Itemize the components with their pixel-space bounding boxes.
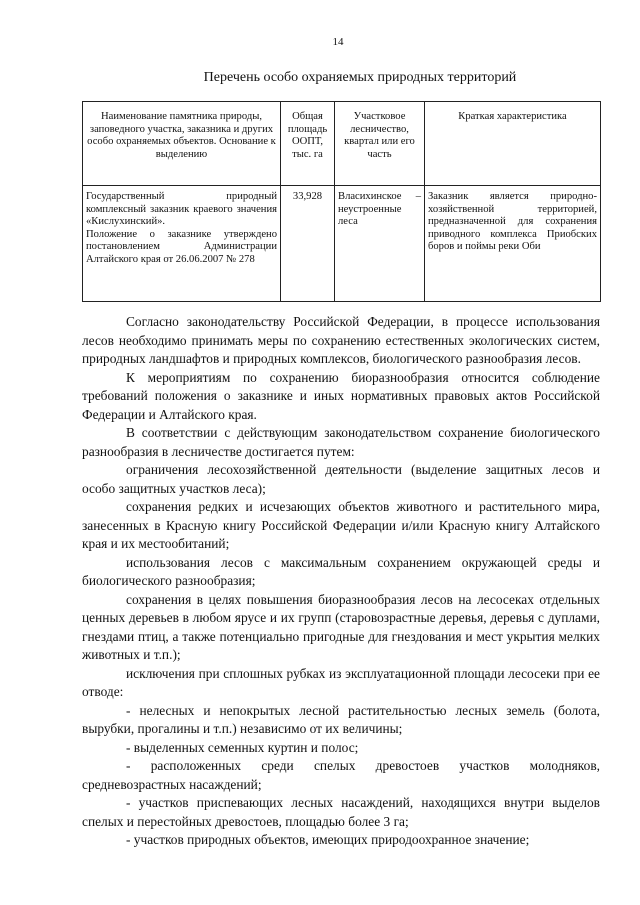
list-item: - выделенных семенных куртин и полос; (126, 739, 359, 755)
reserve-basis: Положение о заказнике утверждено постановлением Администрации Алтайского края от 26.06.2007 № 278 (86, 228, 277, 265)
list-item: - нелесных и непокрытых лесной растительностью лесных земель (болота, вырубки, прогалины и т.п.) независимо от их величины; (82, 702, 600, 736)
paragraph: исключения при сплошных рубках из эксплуатационной площади лесосеки при ее отводе: (82, 665, 600, 699)
paragraph: В соответствии с действующим законодательством сохранение биологического разнообразия в лесничестве достигается путем: (82, 425, 600, 459)
page-number: 14 (332, 36, 344, 48)
header-forestry: Участковое лесничество, квартал или его часть (335, 102, 425, 186)
page-title: Перечень особо охраняемых природных территорий (203, 70, 517, 85)
table-header-row (83, 102, 601, 186)
paragraph: сохранения в целях повышения биоразнообразия лесов на лесосеках отдельных ценных деревьев в любом ярусе и их групп (старовозрастные деревья, деревья с дуплами, гнездами птиц, а также потенциально пригодные для гнездования и мест укрытия мелких животных и т.п.); (82, 591, 600, 662)
paragraph: Согласно законодательству Российской Федерации, в процессе использования лесов необходимо принимать меры по сохранению естественных экологических систем, природных ландшафтов и природных комплексов, биологического разнообразия лесов. (82, 314, 600, 366)
protected-areas-table (82, 101, 601, 302)
header-area: Общая площадь ООПТ, тыс. га (281, 102, 335, 186)
body-text (82, 313, 600, 850)
cell-area: 33,928 (281, 186, 335, 302)
list-item: - расположенных среди спелых древостоев участков молодняков, средневозрастных насаждений; (82, 758, 600, 792)
cell-name (83, 186, 281, 302)
cell-description: Заказник является природно-хозяйственной территорией, предназначенной для сохранения приводного комплекса Приобских боров и поймы реки Оби (425, 186, 601, 302)
table-row (83, 186, 601, 302)
reserve-name: Государственный природный комплексный заказник краевого значения «Кислухинский». (86, 191, 277, 228)
cell-forestry: Власихинское – неустроенные леса (335, 186, 425, 302)
header-name: Наименование памятника природы, заповедного участка, заказника и других особо охраняемых объектов. Основание к выделению (83, 102, 281, 186)
header-description: Краткая характеристика (425, 102, 601, 186)
paragraph: ограничения лесохозяйственной деятельности (выделение защитных лесов и особо защитных участков леса); (82, 462, 600, 496)
paragraph: К мероприятиям по сохранению биоразнообразия относится соблюдение требований положения о заказнике и иных нормативных правовых актов Российской Федерации и Алтайского края. (82, 369, 600, 422)
paragraph: использования лесов с максимальным сохранением окружающей среды и биологического разнообразия; (82, 554, 600, 588)
paragraph: сохранения редких и исчезающих объектов животного и растительного мира, занесенных в Красную книгу Российской Федерации и/или Красную книгу Алтайского края и их местообитаний; (82, 499, 600, 551)
list-item: - участков природных объектов, имеющих природоохранное значение; (126, 832, 530, 847)
list-item: - участков приспевающих лесных насаждений, находящихся внутри выделов спелых и перестойных древостоев, площадью более 3 га; (82, 795, 600, 829)
